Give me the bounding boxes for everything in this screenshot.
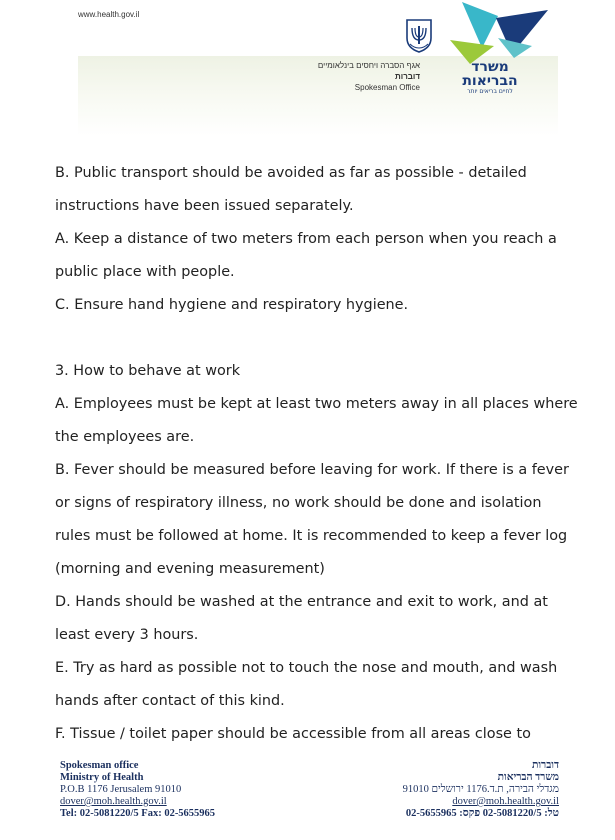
body-line: F. Tissue / toilet paper should be accessible from all areas close to bbox=[55, 726, 531, 742]
logo-word-health: הבריאות bbox=[462, 73, 518, 89]
website-url: www.health.gov.il bbox=[78, 10, 140, 19]
department-hebrew: אגף הסברה ויחסים בינלאומיים bbox=[317, 61, 420, 70]
document-body bbox=[55, 157, 578, 751]
spokesman-english: Spokesman Office bbox=[354, 83, 420, 92]
body-line: C. Ensure hand hygiene and respiratory hygiene. bbox=[55, 297, 409, 313]
footer-ministry-he: משרד הבריאות bbox=[497, 772, 559, 783]
logo-tagline: לחיים בריאים יותר bbox=[467, 88, 513, 95]
body-line: B. Public transport should be avoided as far as possible - detailed bbox=[55, 165, 527, 181]
body-line: A. Keep a distance of two meters from each person when you reach a bbox=[55, 231, 557, 247]
footer-email-link[interactable]: dover@moh.health.gov.il bbox=[60, 796, 167, 807]
state-emblem-icon bbox=[404, 14, 434, 54]
body-line: public place with people. bbox=[55, 264, 235, 280]
footer-ministry: Ministry of Health bbox=[60, 772, 144, 783]
footer-contact-hebrew bbox=[403, 760, 559, 820]
footer-phone: Tel: 02-5081220/5 Fax: 02-5655965 bbox=[60, 808, 216, 819]
footer-address-he: מגדלי הבירה, ת.ד.1176 ירושלים 91010 bbox=[402, 784, 559, 795]
section-heading: 3. How to behave at work bbox=[55, 363, 241, 379]
body-line: (morning and evening measurement) bbox=[55, 561, 325, 577]
body-line: B. Fever should be measured before leaving for work. If there is a fever bbox=[55, 462, 569, 478]
body-line: E. Try as hard as possible not to touch the nose and mouth, and wash bbox=[55, 660, 558, 676]
body-line: hands after contact of this kind. bbox=[55, 693, 285, 709]
body-line: or signs of respiratory illness, no work should be done and isolation bbox=[55, 495, 542, 511]
body-line: A. Employees must be kept at least two meters away in all places where bbox=[55, 396, 578, 412]
footer-office: Spokesman office bbox=[60, 760, 139, 771]
department-block bbox=[300, 60, 420, 93]
body-blank-line bbox=[55, 322, 565, 355]
footer-email-link-he[interactable]: dover@moh.health.gov.il bbox=[452, 796, 559, 807]
body-line: the employees are. bbox=[55, 429, 195, 445]
body-line: rules must be followed at home. It is recommended to keep a fever log bbox=[55, 528, 568, 544]
body-line: least every 3 hours. bbox=[55, 627, 199, 643]
ministry-logo-text bbox=[440, 60, 540, 96]
spokesman-hebrew: דוברות bbox=[395, 72, 420, 81]
footer-address: P.O.B 1176 Jerusalem 91010 bbox=[60, 784, 182, 795]
body-line: D. Hands should be washed at the entrance and exit to work, and at bbox=[55, 594, 548, 610]
body-line: instructions have been issued separately. bbox=[55, 198, 354, 214]
footer-office-he: דוברות bbox=[531, 760, 559, 771]
footer-contact-english bbox=[60, 760, 215, 820]
logo-word-ministry: משרד bbox=[471, 59, 509, 75]
footer-phone-he: טל: 02-5081220/5 פקס: 02-5655965 bbox=[405, 808, 559, 819]
